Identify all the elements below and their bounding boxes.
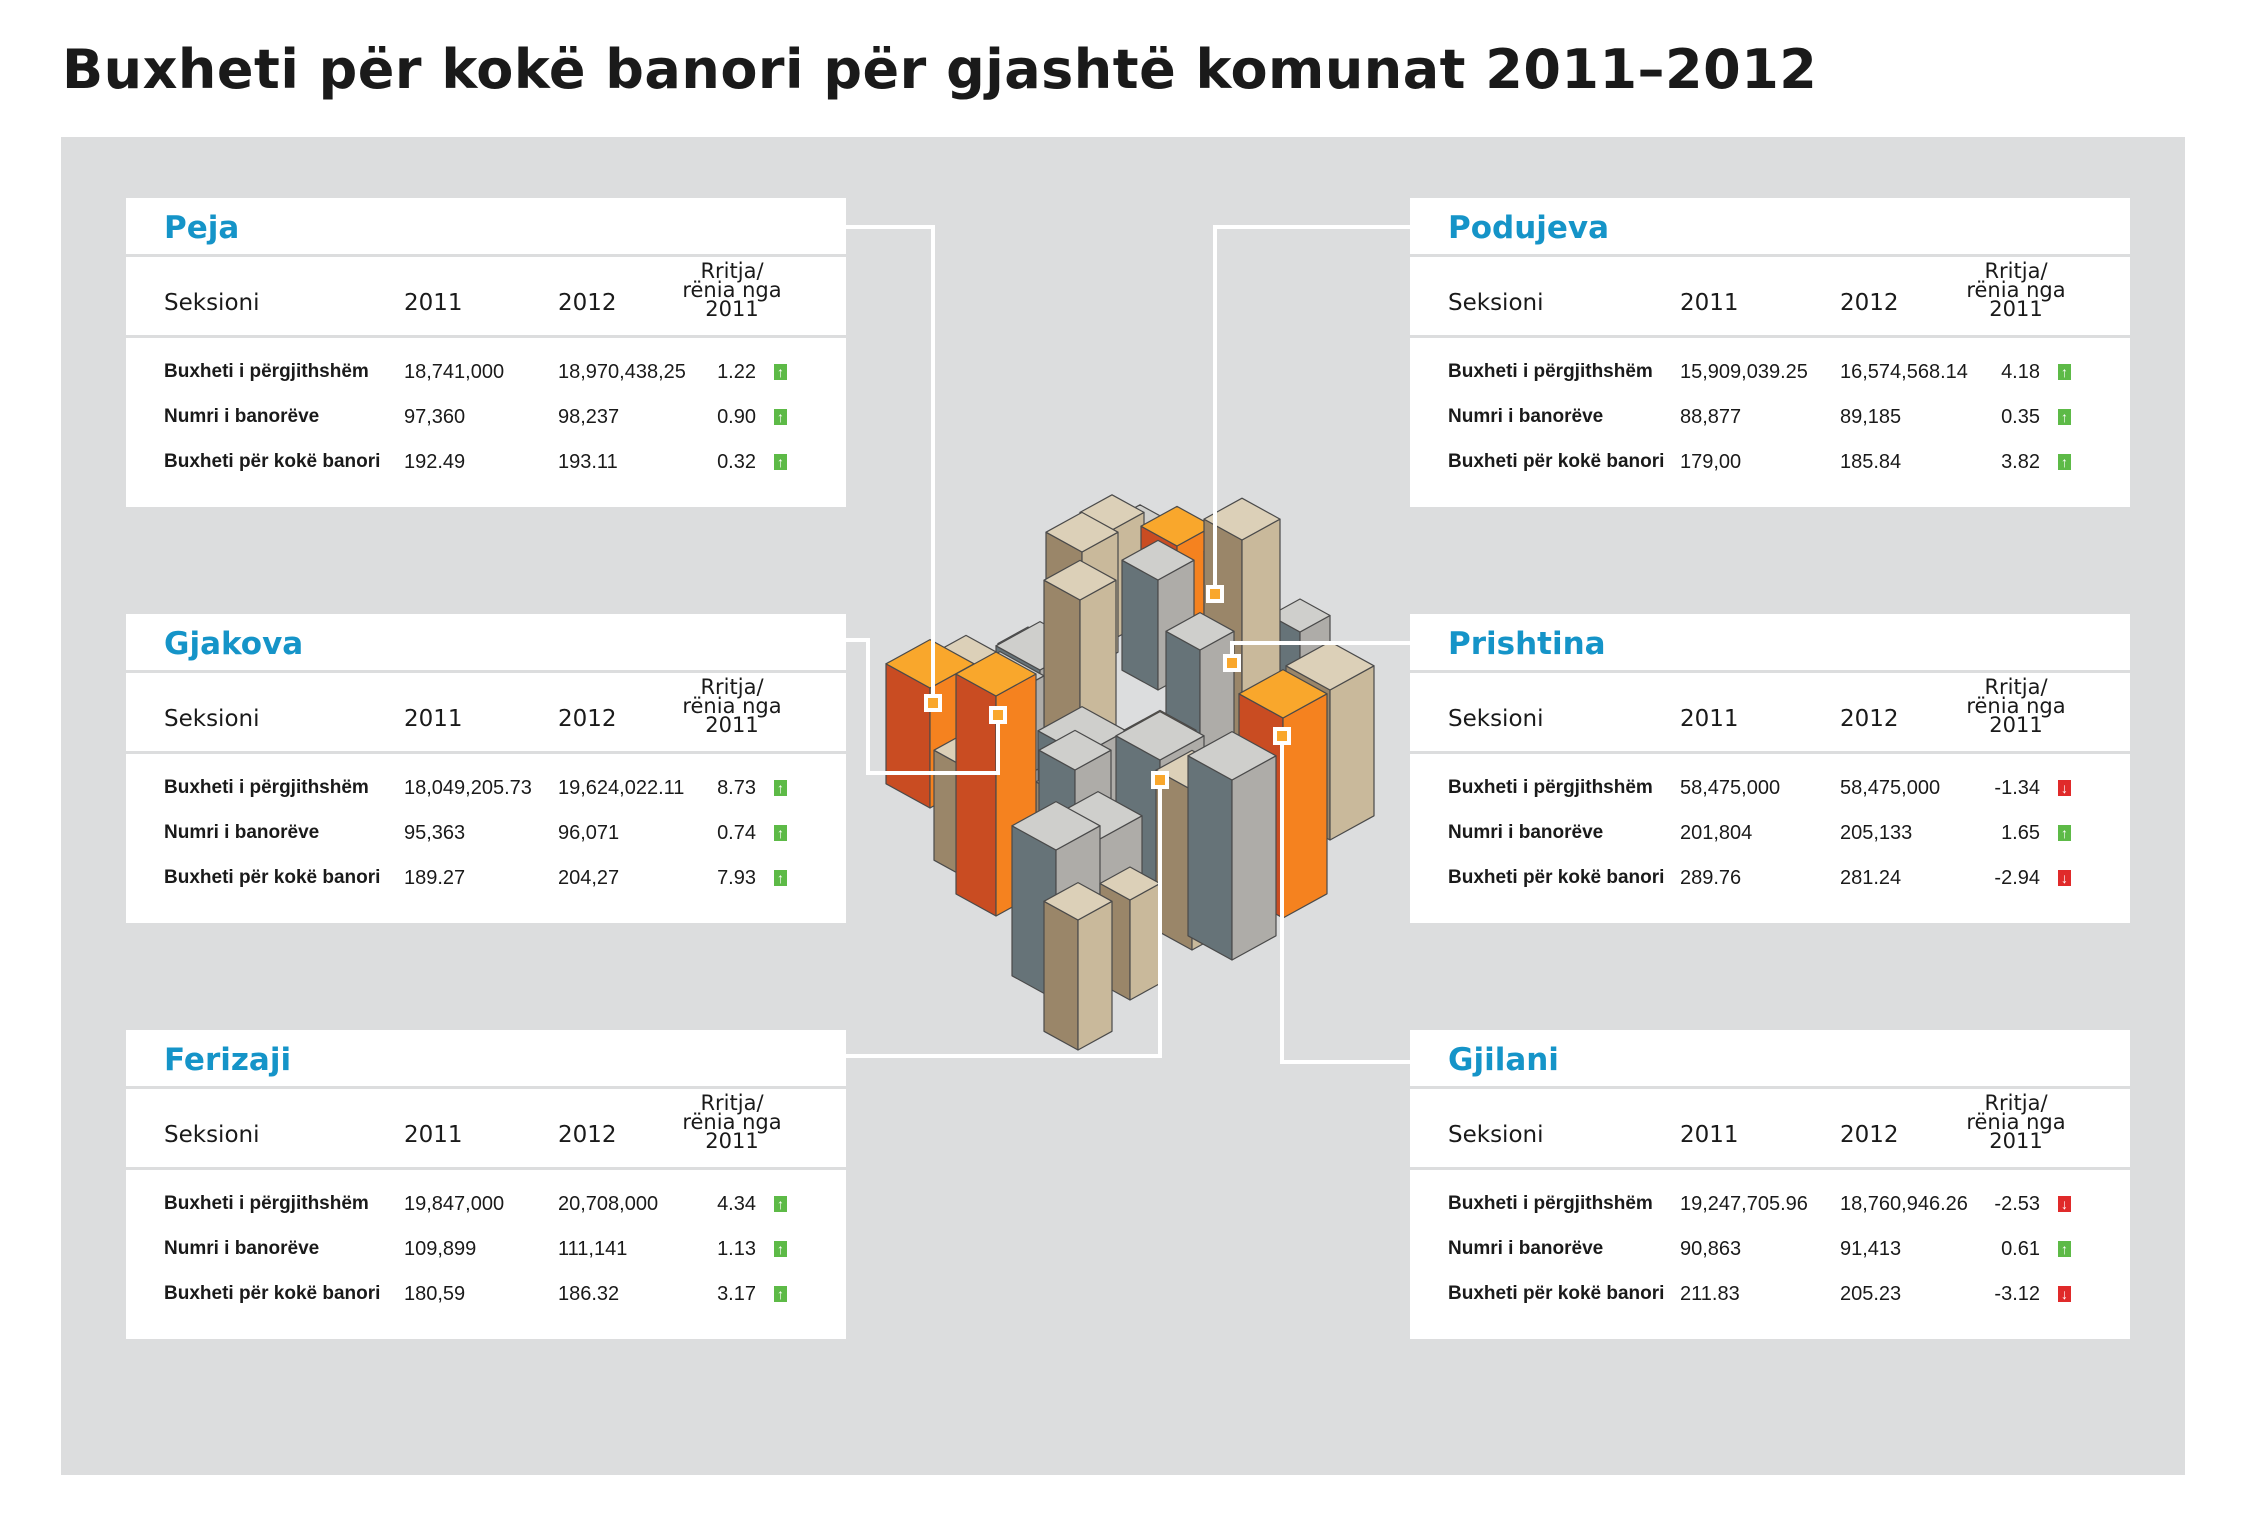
row-label: Numri i banorëve <box>1448 406 1604 427</box>
value-2012: 16,574,568.14 <box>1840 361 1968 383</box>
header-change <box>1956 675 2076 737</box>
municipality-name: Ferizaji <box>164 1042 292 1078</box>
value-2012: 19,624,022.11 <box>558 777 685 799</box>
value-2011: 18,741,000 <box>404 361 505 383</box>
card-gjakova <box>126 614 846 923</box>
table-row <box>1410 361 2130 401</box>
value-2012: 98,237 <box>558 406 620 428</box>
arrow-up-icon: ↑ <box>774 1286 787 1302</box>
header-section: Seksioni <box>1448 290 1544 316</box>
header-2012: 2012 <box>558 1122 617 1148</box>
value-2012: 111,141 <box>558 1238 628 1260</box>
table-row <box>126 867 846 907</box>
value-2011: 289.76 <box>1680 867 1742 889</box>
header-section: Seksioni <box>1448 1122 1544 1148</box>
header-2011: 2011 <box>1680 1122 1739 1148</box>
card-podujeva <box>1410 198 2130 507</box>
table-row <box>1410 822 2130 862</box>
header-change-line: 2011 <box>705 713 759 737</box>
arrow-up-icon: ↑ <box>774 870 787 886</box>
table-row <box>1410 1193 2130 1233</box>
card-ferizaji <box>126 1030 846 1339</box>
header-2011: 2011 <box>404 290 463 316</box>
value-change: 0.90 <box>717 406 756 428</box>
row-label: Buxheti i përgjithshëm <box>1448 1193 1653 1214</box>
value-2011: 95,363 <box>404 822 466 844</box>
header-change-line: Rritja/ <box>700 675 764 699</box>
table-row <box>1410 867 2130 907</box>
header-2012: 2012 <box>558 706 617 732</box>
header-change-line: 2011 <box>1989 713 2043 737</box>
arrow-down-icon: ↓ <box>2058 1196 2071 1212</box>
row-label: Numri i banorëve <box>164 822 320 843</box>
divider <box>1410 1167 2130 1170</box>
value-2012: 96,071 <box>558 822 620 844</box>
header-change-line: rënia nga <box>1966 278 2066 302</box>
value-2012: 185.84 <box>1840 451 1902 473</box>
municipality-name: Gjakova <box>164 626 304 662</box>
row-label: Buxheti për kokë banori <box>1448 867 1665 888</box>
row-label: Buxheti i përgjithshëm <box>1448 777 1653 798</box>
header-change-line: rënia nga <box>1966 694 2066 718</box>
card-gjilani <box>1410 1030 2130 1339</box>
header-change <box>1956 1091 2076 1153</box>
value-2011: 58,475,000 <box>1680 777 1781 799</box>
header-section: Seksioni <box>164 290 260 316</box>
arrow-down-icon: ↓ <box>2058 870 2071 886</box>
value-2012: 18,970,438,25 <box>558 361 686 383</box>
header-section: Seksioni <box>1448 706 1544 732</box>
divider <box>126 751 846 754</box>
arrow-up-icon: ↑ <box>2058 1241 2071 1257</box>
table-row <box>126 777 846 817</box>
row-label: Buxheti i përgjithshëm <box>164 361 369 382</box>
row-label: Numri i banorëve <box>164 1238 320 1259</box>
card-peja <box>126 198 846 507</box>
value-2012: 205.23 <box>1840 1283 1902 1305</box>
header-section: Seksioni <box>164 1122 260 1148</box>
arrow-up-icon: ↑ <box>774 364 787 380</box>
value-2011: 18,049,205.73 <box>404 777 532 799</box>
value-change: 3.82 <box>2001 451 2040 473</box>
divider <box>1410 751 2130 754</box>
header-change-line: Rritja/ <box>1984 675 2048 699</box>
table-row <box>126 1238 846 1278</box>
value-2011: 109,899 <box>404 1238 477 1260</box>
value-change: 7.93 <box>717 867 756 889</box>
table-row <box>1410 406 2130 446</box>
header-change-line: 2011 <box>1989 297 2043 321</box>
value-2011: 90,863 <box>1680 1238 1742 1260</box>
divider <box>1410 670 2130 673</box>
header-section: Seksioni <box>164 706 260 732</box>
header-change-line: Rritja/ <box>1984 1091 2048 1115</box>
divider <box>1410 254 2130 257</box>
row-label: Buxheti për kokë banori <box>164 867 381 888</box>
header-change-line: 2011 <box>705 1129 759 1153</box>
header-2012: 2012 <box>1840 1122 1899 1148</box>
divider <box>126 1167 846 1170</box>
header-change-line: Rritja/ <box>1984 259 2048 283</box>
value-2012: 204,27 <box>558 867 620 889</box>
header-change-line: rënia nga <box>682 278 782 302</box>
value-2011: 180,59 <box>404 1283 466 1305</box>
value-2011: 189.27 <box>404 867 466 889</box>
arrow-up-icon: ↑ <box>774 1196 787 1212</box>
table-row <box>1410 1238 2130 1278</box>
table-row <box>126 451 846 491</box>
arrow-down-icon: ↓ <box>2058 780 2071 796</box>
value-change: 1.13 <box>717 1238 756 1260</box>
value-change: 1.65 <box>2001 822 2040 844</box>
value-change: 4.34 <box>717 1193 756 1215</box>
arrow-up-icon: ↑ <box>774 780 787 796</box>
divider <box>126 670 846 673</box>
value-2011: 192.49 <box>404 451 466 473</box>
divider <box>1410 335 2130 338</box>
value-2011: 179,00 <box>1680 451 1742 473</box>
arrow-up-icon: ↑ <box>2058 409 2071 425</box>
arrow-up-icon: ↑ <box>2058 825 2071 841</box>
header-2011: 2011 <box>1680 290 1739 316</box>
arrow-up-icon: ↑ <box>774 409 787 425</box>
value-2011: 19,247,705.96 <box>1680 1193 1808 1215</box>
divider <box>126 335 846 338</box>
value-2011: 201,804 <box>1680 822 1753 844</box>
divider <box>126 1086 846 1089</box>
value-2012: 18,760,946.26 <box>1840 1193 1968 1215</box>
value-2012: 205,133 <box>1840 822 1913 844</box>
row-label: Numri i banorëve <box>1448 1238 1604 1259</box>
card-prishtina <box>1410 614 2130 923</box>
header-change-line: 2011 <box>1989 1129 2043 1153</box>
row-label: Buxheti për kokë banori <box>1448 1283 1665 1304</box>
header-change <box>672 675 792 737</box>
divider <box>1410 1086 2130 1089</box>
table-row <box>126 1193 846 1233</box>
header-2012: 2012 <box>1840 706 1899 732</box>
municipality-name: Peja <box>164 210 240 246</box>
header-change <box>672 259 792 321</box>
header-2011: 2011 <box>404 1122 463 1148</box>
header-change <box>1956 259 2076 321</box>
divider <box>126 254 846 257</box>
header-change <box>672 1091 792 1153</box>
row-label: Buxheti i përgjithshëm <box>164 777 369 798</box>
value-2012: 186.32 <box>558 1283 620 1305</box>
row-label: Numri i banorëve <box>164 406 320 427</box>
header-2012: 2012 <box>558 290 617 316</box>
table-row <box>126 361 846 401</box>
table-row <box>126 406 846 446</box>
arrow-up-icon: ↑ <box>774 454 787 470</box>
table-row <box>126 822 846 862</box>
row-label: Buxheti për kokë banori <box>164 1283 381 1304</box>
value-2012: 281.24 <box>1840 867 1902 889</box>
value-change: 1.22 <box>717 361 756 383</box>
arrow-down-icon: ↓ <box>2058 1286 2071 1302</box>
value-change: -2.94 <box>1994 867 2040 889</box>
value-change: 0.74 <box>717 822 756 844</box>
header-change-line: rënia nga <box>682 1110 782 1134</box>
value-change: -3.12 <box>1994 1283 2040 1305</box>
table-row <box>126 1283 846 1323</box>
value-2012: 58,475,000 <box>1840 777 1941 799</box>
value-change: -2.53 <box>1994 1193 2040 1215</box>
value-2012: 89,185 <box>1840 406 1902 428</box>
header-2012: 2012 <box>1840 290 1899 316</box>
header-2011: 2011 <box>1680 706 1739 732</box>
row-label: Buxheti për kokë banori <box>164 451 381 472</box>
arrow-up-icon: ↑ <box>774 825 787 841</box>
row-label: Buxheti për kokë banori <box>1448 451 1665 472</box>
table-row <box>1410 1283 2130 1323</box>
value-change: 0.35 <box>2001 406 2040 428</box>
value-change: 8.73 <box>717 777 756 799</box>
municipality-name: Prishtina <box>1448 626 1606 662</box>
row-label: Buxheti i përgjithshëm <box>164 1193 369 1214</box>
arrow-up-icon: ↑ <box>2058 364 2071 380</box>
page-title: Buxheti për kokë banori për gjashtë komunat 2011–2012 <box>62 38 1818 101</box>
value-2011: 15,909,039.25 <box>1680 361 1808 383</box>
value-change: 3.17 <box>717 1283 756 1305</box>
header-change-line: rënia nga <box>1966 1110 2066 1134</box>
value-2011: 211.83 <box>1680 1283 1740 1305</box>
header-2011: 2011 <box>404 706 463 732</box>
arrow-up-icon: ↑ <box>2058 454 2071 470</box>
header-change-line: rënia nga <box>682 694 782 718</box>
table-row <box>1410 451 2130 491</box>
value-2011: 88,877 <box>1680 406 1742 428</box>
value-2012: 20,708,000 <box>558 1193 659 1215</box>
value-2011: 19,847,000 <box>404 1193 505 1215</box>
value-change: 4.18 <box>2001 361 2040 383</box>
value-change: -1.34 <box>1994 777 2040 799</box>
header-change-line: 2011 <box>705 297 759 321</box>
table-row <box>1410 777 2130 817</box>
header-change-line: Rritja/ <box>700 1091 764 1115</box>
municipality-name: Podujeva <box>1448 210 1610 246</box>
municipality-name: Gjilani <box>1448 1042 1559 1078</box>
value-2012: 193.11 <box>558 451 618 473</box>
value-change: 0.61 <box>2001 1238 2040 1260</box>
value-2012: 91,413 <box>1840 1238 1902 1260</box>
row-label: Numri i banorëve <box>1448 822 1604 843</box>
header-change-line: Rritja/ <box>700 259 764 283</box>
value-change: 0.32 <box>717 451 756 473</box>
value-2011: 97,360 <box>404 406 466 428</box>
arrow-up-icon: ↑ <box>774 1241 787 1257</box>
row-label: Buxheti i përgjithshëm <box>1448 361 1653 382</box>
